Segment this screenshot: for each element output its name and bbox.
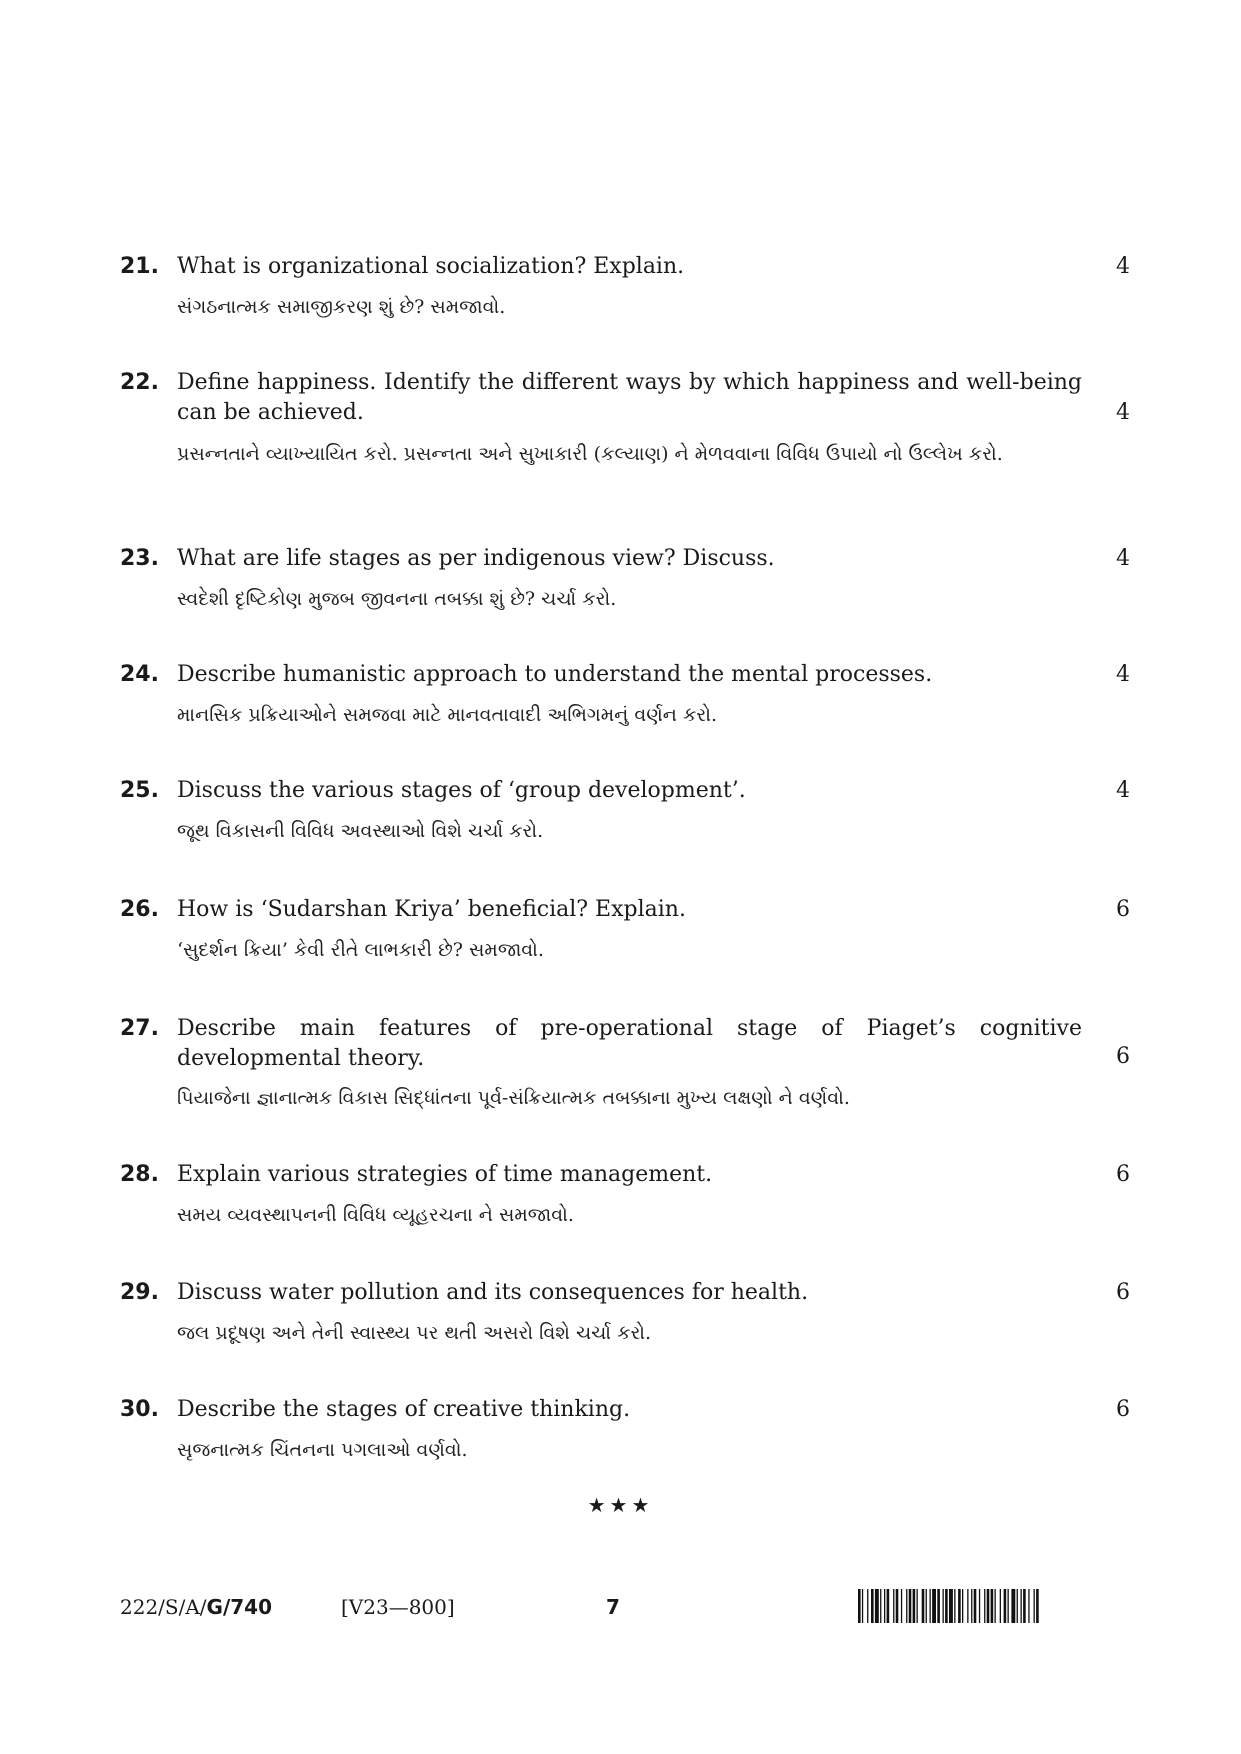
paper-code-bold: G/740 xyxy=(206,1595,273,1619)
barcode-bar xyxy=(949,1589,953,1623)
barcode-bar xyxy=(887,1589,890,1623)
question-number: 29. xyxy=(120,1280,159,1305)
question-number: 23. xyxy=(120,546,159,571)
barcode-bar xyxy=(880,1589,881,1623)
paper-version: [V23—800] xyxy=(341,1595,455,1619)
barcode-bar xyxy=(1021,1589,1022,1623)
question-number: 21. xyxy=(120,254,159,279)
barcode-bar xyxy=(909,1589,912,1623)
question-marks: 4 xyxy=(1116,400,1130,425)
question-number: 27. xyxy=(120,1016,159,1041)
question-number: 26. xyxy=(120,897,159,922)
paper-code xyxy=(120,1594,272,1620)
barcode-bar xyxy=(893,1589,894,1623)
barcode-bar xyxy=(871,1589,874,1623)
barcode-bar xyxy=(1000,1589,1001,1623)
question-text-english: Describe humanistic approach to understand the mental processes. xyxy=(177,662,933,687)
question-text-english: Describe main features of pre-operational stage of Piaget’s cognitive developmental theory. xyxy=(177,1016,1082,1071)
barcode-bar xyxy=(867,1589,868,1623)
barcode-bar xyxy=(1017,1589,1018,1623)
question-marks: 4 xyxy=(1116,662,1130,687)
question-text-gujarati: માનસિક પ્રક્રિયાઓને સમજવા માટે માનવતાવાદી અભિગમનું વર્ણન કરો. xyxy=(177,704,717,726)
question-text-gujarati: પિયાજેના જ્ઞાનાત્મક વિકાસ સિદ્ધાંતના પૂર્વ-સંક્રિયાત્મક તબક્કાના મુખ્ય લક્ષણો ને વર્ણવો. xyxy=(177,1087,850,1109)
question-number: 24. xyxy=(120,662,159,687)
question-text-gujarati: સંગઠનાત્મક સમાજીકરણ શું છે? સમજાવો. xyxy=(177,296,506,318)
question-text-english: Describe the stages of creative thinking. xyxy=(177,1397,631,1422)
barcode-bar xyxy=(884,1589,885,1623)
barcode-bar xyxy=(987,1589,990,1623)
question-marks: 6 xyxy=(1116,1397,1130,1422)
barcode-bar xyxy=(943,1589,944,1623)
barcode-bar xyxy=(979,1589,980,1623)
barcode-bar xyxy=(1008,1589,1009,1623)
barcode-bar xyxy=(875,1589,879,1623)
barcode-bar xyxy=(1036,1589,1039,1623)
paper-code-prefix: 222/S/A/ xyxy=(120,1595,207,1619)
question-marks: 6 xyxy=(1116,1280,1130,1305)
barcode-bar xyxy=(962,1589,963,1623)
barcode-bar xyxy=(958,1589,961,1623)
question-text-gujarati: સમય વ્યવસ્થાપનની વિવિધ વ્યૂહરચના ને સમજાવો. xyxy=(177,1204,574,1226)
barcode-bar xyxy=(1011,1589,1015,1623)
barcode-bar xyxy=(926,1589,927,1623)
barcode-bar xyxy=(974,1589,977,1623)
barcode-bar xyxy=(901,1589,902,1623)
question-marks: 4 xyxy=(1116,254,1130,279)
barcode-bar xyxy=(930,1589,931,1623)
barcode-bar xyxy=(922,1589,925,1623)
barcode-bar xyxy=(995,1589,996,1623)
question-marks: 4 xyxy=(1116,778,1130,803)
barcode xyxy=(858,1589,1120,1623)
question-number: 28. xyxy=(120,1162,159,1187)
question-number: 25. xyxy=(120,778,159,803)
end-of-paper-marker: ★★★ xyxy=(587,1493,654,1517)
barcode-bar xyxy=(1028,1589,1029,1623)
question-text-english: Discuss water pollution and its consequences for health. xyxy=(177,1280,809,1305)
barcode-bar xyxy=(937,1589,940,1623)
barcode-bar xyxy=(945,1589,948,1623)
question-text-english: What are life stages as per indigenous view? Discuss. xyxy=(177,546,775,571)
question-text-gujarati: જલ પ્રદૂષણ અને તેની સ્વાસ્થ્ય પર થતી અસરો વિશે ચર્ચા કરો. xyxy=(177,1322,652,1344)
barcode-bar xyxy=(913,1589,916,1623)
question-number: 22. xyxy=(120,370,159,395)
question-number: 30. xyxy=(120,1397,159,1422)
barcode-bar xyxy=(917,1589,918,1623)
question-text-english: Discuss the various stages of ‘group development’. xyxy=(177,778,746,803)
barcode-bar xyxy=(1034,1589,1035,1623)
question-text-gujarati: પ્રસન્નતાને વ્યાખ્યાયિત કરો. પ્રસન્નતા અને સુખાકારી (કલ્યાણ) ને મેળવવાના વિવિધ ઉપાયો નો ઉલ્લેખ કરો. xyxy=(177,443,1003,465)
barcode-bar xyxy=(971,1589,972,1623)
page-number: 7 xyxy=(606,1595,620,1619)
question-text-gujarati: સ્વદેશી દૃષ્ટિકોણ મુજબ જીવનના તબક્કા શું છે? ચર્ચા કરો. xyxy=(177,588,617,610)
barcode-bar xyxy=(932,1589,936,1623)
barcode-bar xyxy=(954,1589,955,1623)
question-text-gujarati: સૃજનાત્મક ચિંતનના પગલાઓ વર્ણવો. xyxy=(177,1439,468,1461)
barcode-bar xyxy=(906,1589,907,1623)
question-text-gujarati: ‘સુદર્શન ક્રિયા’ કેવી રીતે લાભકારી છે? સમજાવો. xyxy=(177,939,544,961)
question-text-gujarati: જૂથ વિકાસની વિવિધ અવસ્થાઓ વિશે ચર્ચા કરો. xyxy=(177,820,544,842)
question-marks: 4 xyxy=(1116,546,1130,571)
barcode-bar xyxy=(858,1589,861,1623)
question-marks: 6 xyxy=(1116,897,1130,922)
question-text-english: What is organizational socialization? Explain. xyxy=(177,254,685,279)
barcode-bar xyxy=(862,1589,863,1623)
barcode-bar xyxy=(896,1589,899,1623)
question-marks: 6 xyxy=(1116,1044,1130,1069)
barcode-bar xyxy=(1004,1589,1007,1623)
barcode-bar xyxy=(991,1589,994,1623)
barcode-bar xyxy=(967,1589,968,1623)
question-text-english: Define happiness. Identify the different ways by which happiness and well-being can be achieved. xyxy=(177,370,1082,425)
question-text-english: How is ‘Sudarshan Kriya’ beneficial? Explain. xyxy=(177,897,686,922)
barcode-bar xyxy=(984,1589,985,1623)
question-text-english: Explain various strategies of time management. xyxy=(177,1162,713,1187)
barcode-bar xyxy=(1023,1589,1026,1623)
question-marks: 6 xyxy=(1116,1162,1130,1187)
